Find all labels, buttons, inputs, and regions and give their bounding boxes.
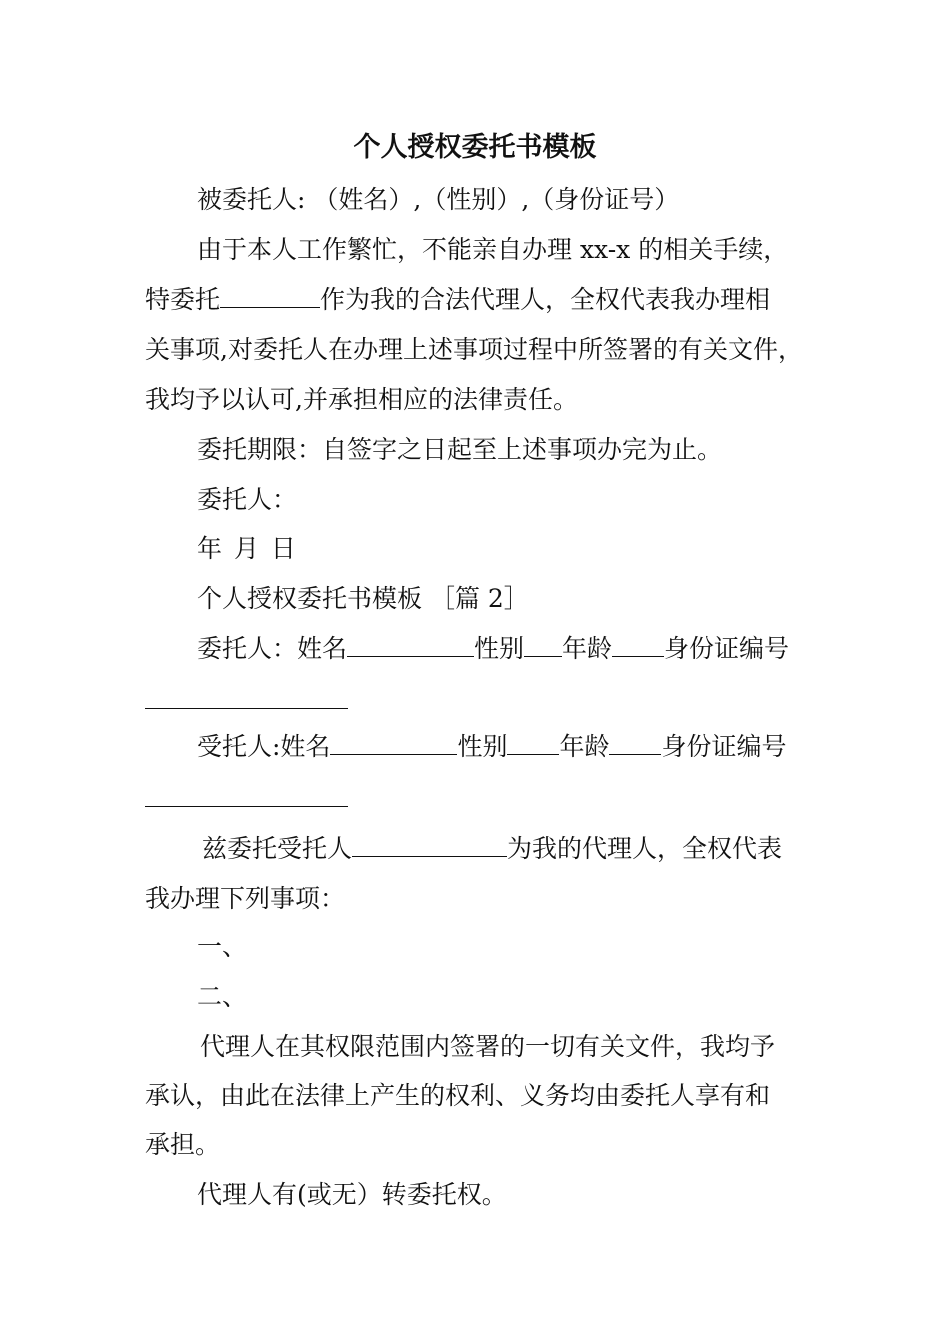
appoint-line-1	[202, 824, 782, 874]
acknowledge-line-1: 代理人在其权限范围内签署的一切有关文件，我均予	[200, 1032, 776, 1061]
sub-delegation-statement: 代理人有(或无）转委托权。	[197, 1180, 507, 1209]
agent-gender-blank	[507, 734, 559, 755]
entrust-term: 委托期限：自签字之日起至上述事项办完为止。	[197, 435, 723, 464]
agent-id-blank	[145, 806, 348, 807]
date-line: 年 月 日	[197, 534, 296, 563]
matter-item-1: 一、	[197, 932, 248, 961]
matter-item-2: 二、	[197, 982, 248, 1011]
agent-gender-label: 性别	[457, 732, 508, 761]
appointed-agent-blank	[352, 836, 507, 857]
appoint-line-2: 我办理下列事项：	[145, 884, 346, 913]
agent-name-field-blank	[330, 734, 457, 755]
principal-name-blank	[347, 636, 474, 657]
principal-signature-label: 委托人：	[197, 485, 298, 514]
reason-text-b: 作为我的合法代理人，全权代表我办理相	[320, 285, 771, 314]
reason-line-2	[145, 275, 770, 325]
reason-text-a: 特委托	[145, 285, 221, 314]
reason-line-1: 由于本人工作繁忙，不能亲自办理 xx-x 的相关手续，	[197, 235, 789, 264]
appoint-text-a: 兹委托受托人	[202, 834, 353, 863]
principal-info-line	[197, 624, 789, 674]
agent-info-line	[197, 722, 786, 772]
principal-gender-label: 性别	[474, 634, 525, 663]
agent-name-blank	[220, 287, 320, 308]
acknowledge-line-2: 承认，由此在法律上产生的权利、义务均由委托人享有和	[145, 1081, 771, 1110]
principal-id-label: 身份证编号	[664, 634, 790, 663]
acknowledge-line-3: 承担。	[145, 1130, 221, 1159]
reason-line-3: 关事项,对委托人在办理上述事项过程中所签署的有关文件，	[145, 335, 803, 364]
principal-age-label: 年龄	[562, 634, 613, 663]
principal-id-blank	[145, 708, 348, 709]
section-2-title: 个人授权委托书模板 ［篇 2］	[197, 584, 529, 613]
agent-id-label: 身份证编号	[661, 732, 787, 761]
principal-gender-blank	[524, 636, 562, 657]
reason-line-4: 我均予以认可,并承担相应的法律责任。	[145, 385, 578, 414]
agent-name-label: 受托人:姓名	[197, 732, 331, 761]
appoint-text-b: 为我的代理人，全权代表	[507, 834, 783, 863]
principal-name-label: 委托人：姓名	[197, 634, 348, 663]
principal-age-blank	[612, 636, 664, 657]
document-title: 个人授权委托书模板	[353, 132, 597, 163]
agent-age-label: 年龄	[559, 732, 610, 761]
agent-age-blank	[609, 734, 661, 755]
entrusted-person-line: 被委托人: （姓名）,（性别）,（身份证号）	[197, 185, 680, 214]
